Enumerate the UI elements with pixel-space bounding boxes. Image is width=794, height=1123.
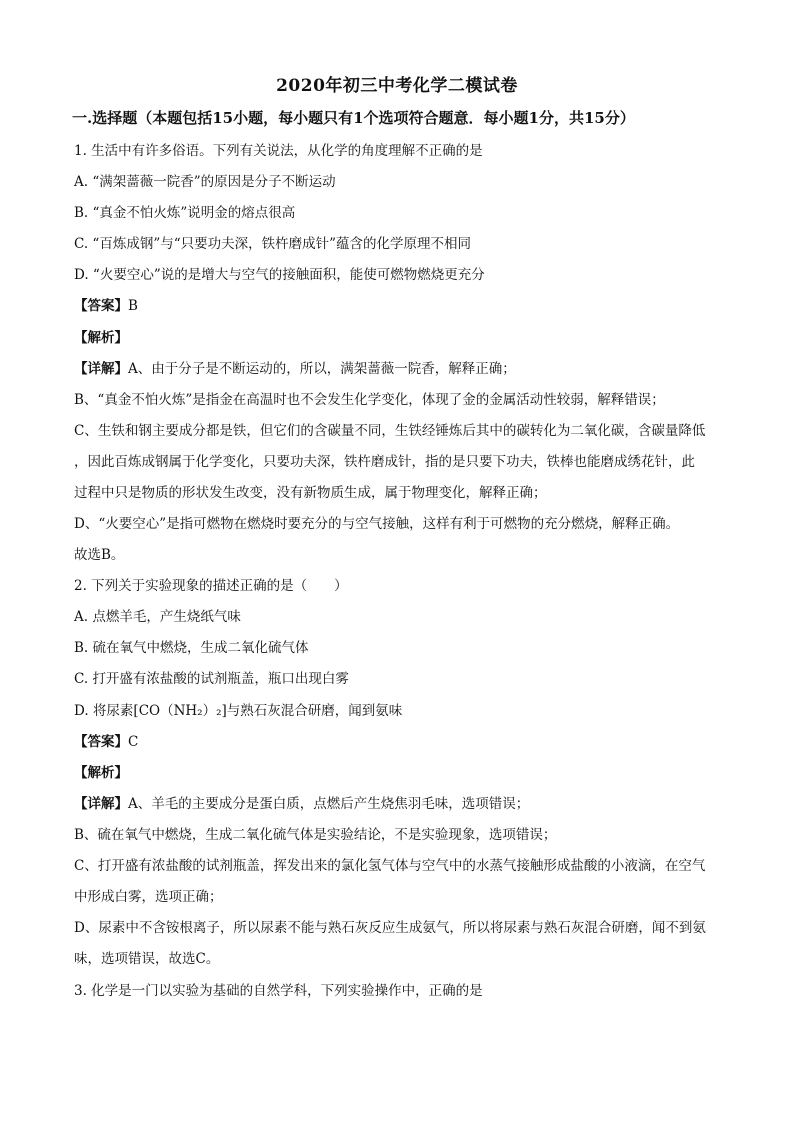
question-1-explanation-b: B、“真金不怕火炼”是指金在高温时也不会发生化学变化，体现了金的金属活动性较弱，解释错误； <box>74 392 665 408</box>
detail-label: 【详解】 <box>74 361 128 377</box>
section-heading: 一.选择题（本题包括15小题，每小题只有1个选项符合题意．每小题1分，共15分） <box>72 109 635 127</box>
question-1-explanation-a <box>74 359 734 379</box>
question-2-answer-row <box>74 732 734 752</box>
answer-value: C <box>128 734 139 750</box>
question-1-stem: 1. 生活中有许多俗语。下列有关说法，从化学的角度理解不正确的是 <box>74 143 483 159</box>
question-2-explanation-a <box>74 794 734 814</box>
question-2-option-a: A. 点燃羊毛，产生烧纸气味 <box>74 609 241 625</box>
question-1-explanation-c1: C、生铁和钢主要成分都是铁，但它们的含碳量不同，生铁经锤炼后其中的碳转化为二氧化碳，含碳量降低 <box>74 423 706 439</box>
page-title: 2020年初三中考化学二模试卷 <box>276 76 518 96</box>
question-1-analysis-label <box>74 328 734 348</box>
question-2-explanation-c1: C、打开盛有浓盐酸的试剂瓶盖，挥发出来的氯化氢气体与空气中的水蒸气接触形成盐酸的小液滴，在空气 <box>74 858 706 874</box>
question-2-option-b: B. 硫在氧气中燃烧，生成二氧化硫气体 <box>74 640 309 656</box>
question-1-explanation-c3: 过程中只是物质的形状发生改变，没有新物质生成，属于物理变化，解释正确； <box>74 485 547 501</box>
question-1-option-c: C. “百炼成钢”与“只要功夫深，铁杵磨成针”蕴含的化学原理不相同 <box>74 236 472 252</box>
answer-label: 【答案】 <box>74 734 128 750</box>
answer-label: 【答案】 <box>74 298 128 314</box>
question-1-option-b: B. “真金不怕火炼”说明金的熔点很高 <box>74 205 296 221</box>
question-2-option-c: C. 打开盛有浓盐酸的试剂瓶盖，瓶口出现白雾 <box>74 671 349 687</box>
question-2-explanation-b: B、硫在氧气中燃烧，生成二氧化硫气体是实验结论，不是实验现象，选项错误； <box>74 827 557 843</box>
question-1-conclusion: 故选B。 <box>74 547 125 563</box>
explanation-text: A、羊毛的主要成分是蛋白质，点燃后产生烧焦羽毛味，选项错误； <box>128 796 530 812</box>
question-2-explanation-d2: 味，选项错误，故选C。 <box>74 951 220 967</box>
explanation-text: A、由于分子是不断运动的，所以，满架蔷薇一院香，解释正确； <box>128 361 516 377</box>
question-2-option-d: D. 将尿素[CO（NH₂）₂]与熟石灰混合研磨，闻到氨味 <box>74 703 403 719</box>
question-1-explanation-c2: ，因此百炼成钢属于化学变化，只要功夫深，铁杵磨成针，指的是只要下功夫，铁棒也能磨成绣花针，此 <box>74 454 695 470</box>
question-1-explanation-d: D、“火要空心”是指可燃物在燃烧时要充分的与空气接触，这样有利于可燃物的充分燃烧，解释正确。 <box>74 516 680 532</box>
answer-value: B <box>128 298 138 314</box>
question-2-explanation-c2: 中形成白雾，选项正确； <box>74 889 223 905</box>
detail-label: 【详解】 <box>74 796 128 812</box>
question-2-analysis-label <box>74 763 734 783</box>
question-2-stem: 2. 下列关于实验现象的描述正确的是（ ） <box>74 578 348 594</box>
question-1-answer-row <box>74 296 734 316</box>
question-3-stem: 3. 化学是一门以实验为基础的自然学科，下列实验操作中，正确的是 <box>74 983 483 999</box>
question-2-explanation-d1: D、尿素中不含铵根离子，所以尿素不能与熟石灰反应生成氨气，所以将尿素与熟石灰混合研磨，闻不到氨 <box>74 920 706 936</box>
analysis-label: 【解析】 <box>74 330 128 346</box>
analysis-label: 【解析】 <box>74 765 128 781</box>
question-1-option-a: A. “满架蔷薇一院香”的原因是分子不断运动 <box>74 174 336 190</box>
question-1-option-d: D. “火要空心”说的是增大与空气的接触面积，能使可燃物燃烧更充分 <box>74 267 485 283</box>
